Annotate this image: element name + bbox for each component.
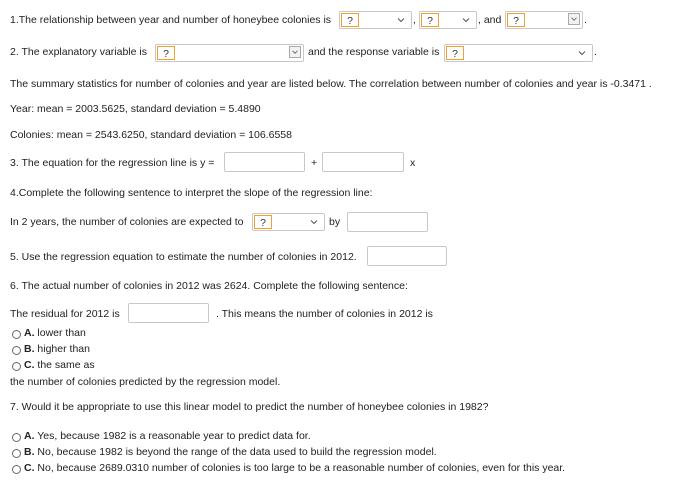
option-q6-a[interactable]: A. lower than (24, 327, 86, 339)
radio-q7-c[interactable] (12, 465, 21, 474)
radio-q6-a[interactable] (12, 330, 21, 339)
chevron-down-icon (308, 216, 320, 228)
q1-separator: , (413, 14, 416, 26)
plus-sign: + (311, 157, 318, 169)
option-q6-b[interactable]: B. higher than (24, 343, 90, 355)
select-placeholder: ? (157, 46, 175, 60)
q4-heading: 4.Complete the following sentence to interpret the slope of the regression line: (10, 187, 373, 199)
q1-and-label: , and (478, 14, 502, 26)
q6-tail: the number of colonies predicted by the regression model. (10, 376, 281, 388)
explanatory-variable-select[interactable] (155, 44, 304, 62)
estimate-2012-input[interactable] (367, 246, 447, 266)
radio-q6-c[interactable] (12, 362, 21, 371)
radio-q6-b[interactable] (12, 346, 21, 355)
residual-label: The residual for 2012 is (10, 308, 120, 320)
chevron-down-icon (289, 46, 301, 58)
q7-heading: 7. Would it be appropriate to use this linear model to predict the number of honeybee colonies in 1982? (10, 401, 489, 413)
option-q7-a[interactable]: A. Yes, because 1982 is a reasonable year to predict data for. (24, 430, 311, 442)
year-stats: Year: mean = 2003.5625, standard deviation = 5.4890 (10, 103, 261, 115)
option-q6-c[interactable]: C. the same as (24, 359, 95, 371)
slope-direction-select[interactable] (252, 213, 325, 231)
q6-heading: 6. The actual number of colonies in 2012 was 2624. Complete the following sentence: (10, 280, 408, 292)
response-variable-select[interactable] (444, 44, 593, 62)
option-q7-c[interactable]: C. No, because 2689.0310 number of colonies is too large to be a reasonable number of colonies, even for this year. (24, 462, 566, 474)
select-placeholder: ? (507, 13, 525, 27)
q1-relationship-select-2[interactable] (419, 11, 477, 29)
q2-prompt: 2. The explanatory variable is (10, 46, 147, 58)
q4-by-label: by (329, 216, 341, 228)
q3-prompt: 3. The equation for the regression line is y = (10, 157, 215, 169)
colonies-stats: Colonies: mean = 2543.6250, standard deviation = 106.6558 (10, 129, 292, 141)
select-placeholder: ? (341, 13, 359, 27)
q4-sentence: In 2 years, the number of colonies are expected to (10, 216, 244, 228)
q1-prompt: 1.The relationship between year and number of honeybee colonies is (10, 14, 332, 26)
q2-end: . (594, 46, 597, 58)
q2-middle: and the response variable is (308, 46, 440, 58)
x-variable: x (410, 157, 416, 169)
residual-input[interactable] (128, 303, 209, 323)
chevron-down-icon (460, 14, 472, 26)
radio-q7-a[interactable] (12, 433, 21, 442)
chevron-down-icon (568, 13, 580, 25)
select-placeholder: ? (254, 215, 272, 229)
slope-amount-input[interactable] (347, 212, 428, 232)
q1-relationship-select-3[interactable] (505, 11, 583, 29)
intercept-input[interactable] (224, 152, 305, 172)
residual-meaning: . This means the number of colonies in 2012 is (216, 308, 433, 320)
summary-intro: The summary statistics for number of colonies and year are listed below. The correlation between number of colonies and year is -0.3471 . (10, 78, 652, 90)
q1-relationship-select-1[interactable] (339, 11, 412, 29)
chevron-down-icon (576, 47, 588, 59)
slope-input[interactable] (322, 152, 404, 172)
option-q7-b[interactable]: B. No, because 1982 is beyond the range of the data used to build the regression model. (24, 446, 437, 458)
radio-q7-b[interactable] (12, 449, 21, 458)
q1-end: . (584, 14, 587, 26)
select-placeholder: ? (421, 13, 439, 27)
select-placeholder: ? (446, 46, 464, 60)
q5-prompt: 5. Use the regression equation to estimate the number of colonies in 2012. (10, 251, 357, 263)
chevron-down-icon (395, 14, 407, 26)
